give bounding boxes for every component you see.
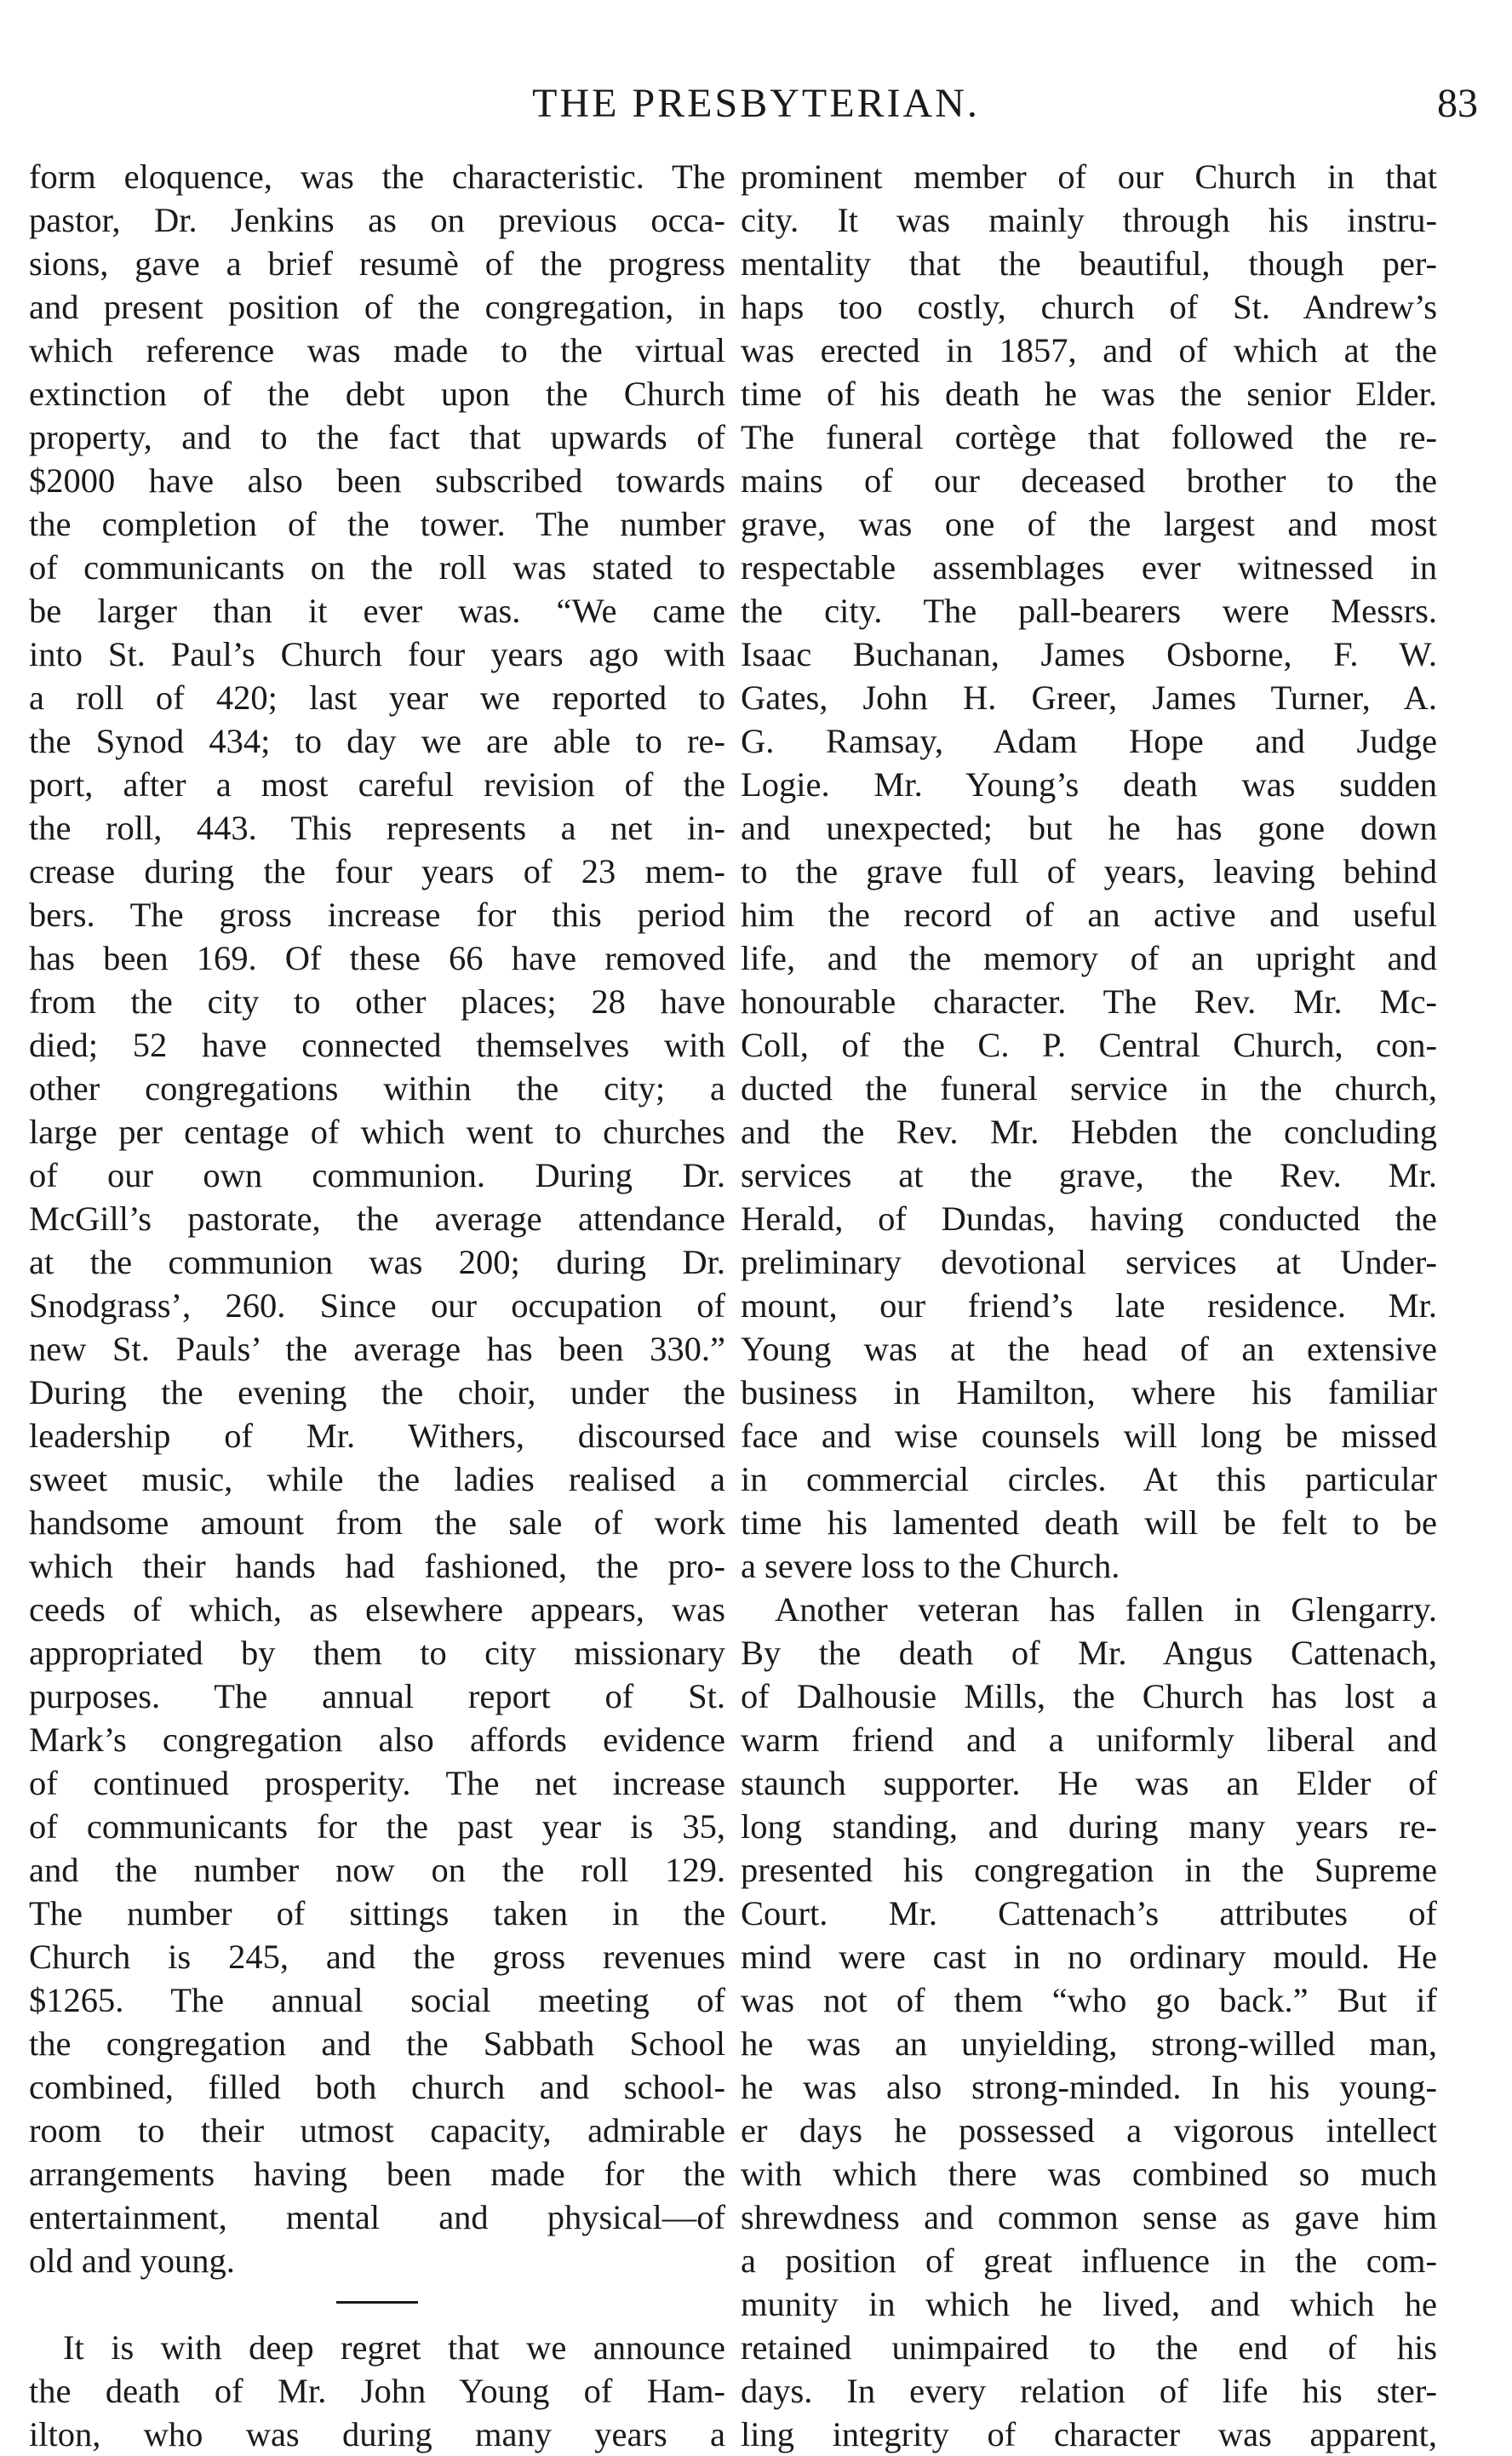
- text-line: The funeral cortège that followed the re-: [741, 418, 1437, 456]
- text-line: and unexpected; but he has gone down: [741, 809, 1437, 847]
- text-line: Another veteran has fallen in Glengarry.: [775, 1590, 1437, 1629]
- text-line: Gates, John H. Greer, James Turner, A.: [741, 678, 1437, 717]
- text-line: be larger than it ever was. “We came: [29, 592, 725, 630]
- text-line: Snodgrass’, 260. Since our occupation of: [29, 1286, 725, 1325]
- text-line: he was also strong-minded. In his young-: [741, 2068, 1437, 2106]
- text-line: Mark’s congregation also affords evidence: [29, 1720, 725, 1759]
- text-line: Coll, of the C. P. Central Church, con-: [741, 1026, 1437, 1064]
- column-divider: [730, 160, 732, 2339]
- text-line: life, and the memory of an upright and: [741, 939, 1437, 977]
- text-line: preliminary devotional services at Under-: [741, 1243, 1437, 1281]
- text-line: died; 52 have connected themselves with: [29, 1026, 725, 1064]
- text-line: with which there was combined so much: [741, 2155, 1437, 2193]
- text-line: leadership of Mr. Withers, discoursed: [29, 1417, 725, 1455]
- left-column: [29, 155, 725, 2456]
- text-line: large per centage of which went to churches: [29, 1113, 725, 1151]
- text-line: days. In every relation of life his ster-: [741, 2372, 1437, 2410]
- text-line: The number of sittings taken in the: [29, 1894, 725, 1932]
- text-line: extinction of the debt upon the Church: [29, 375, 725, 413]
- text-line: which reference was made to the virtual: [29, 331, 725, 369]
- text-line: mount, our friend’s late residence. Mr.: [741, 1286, 1437, 1325]
- text-line: long standing, and during many years re-: [741, 1807, 1437, 1846]
- article-death-john-young: [29, 2326, 725, 2456]
- text-line: $2000 have also been subscribed towards: [29, 461, 725, 500]
- text-line: and the Rev. Mr. Hebden the concluding: [741, 1113, 1437, 1151]
- text-line: purposes. The annual report of St.: [29, 1677, 725, 1715]
- text-line: a roll of 420; last year we reported to: [29, 678, 725, 717]
- text-line: Isaac Buchanan, James Osborne, F. W.: [741, 635, 1437, 673]
- text-line: into St. Paul’s Church four years ago with: [29, 635, 725, 673]
- text-line: of communicants on the roll was stated to: [29, 548, 725, 587]
- text-line: shrewdness and common sense as gave him: [741, 2198, 1437, 2236]
- text-line: the city. The pall-bearers were Messrs.: [741, 592, 1437, 630]
- text-line: er days he possessed a vigorous intellect: [741, 2111, 1437, 2150]
- text-line: bers. The gross increase for this period: [29, 896, 725, 934]
- text-line: the death of Mr. John Young of Ham-: [29, 2372, 725, 2410]
- text-line: prominent member of our Church in that: [741, 157, 1437, 196]
- text-line: mentality that the beautiful, though per-: [741, 244, 1437, 283]
- text-line: a position of great influence in the com-: [741, 2241, 1437, 2280]
- text-line: new St. Pauls’ the average has been 330.”: [29, 1330, 725, 1368]
- text-line: crease during the four years of 23 mem-: [29, 852, 725, 890]
- text-line: munity in which he lived, and which he: [741, 2285, 1437, 2323]
- text-line: the Synod 434; to day we are able to re-: [29, 722, 725, 760]
- text-line: was erected in 1857, and of which at the: [741, 331, 1437, 369]
- text-line: Court. Mr. Cattenach’s attributes of: [741, 1894, 1437, 1932]
- text-line: honourable character. The Rev. Mr. Mc-: [741, 982, 1437, 1021]
- text-line: city. It was mainly through his instru-: [741, 201, 1437, 239]
- text-line: ceeds of which, as elsewhere appears, was: [29, 1590, 725, 1629]
- text-line: the completion of the tower. The number: [29, 505, 725, 543]
- text-line: warm friend and a uniformly liberal and: [741, 1720, 1437, 1759]
- text-line: McGill’s pastorate, the average attendance: [29, 1199, 725, 1238]
- article-st-pauls-st-marks: [29, 155, 725, 2282]
- text-line: staunch supporter. He was an Elder of: [741, 1764, 1437, 1802]
- text-line: sions, gave a brief resumè of the progress: [29, 244, 725, 283]
- text-line: has been 169. Of these 66 have removed: [29, 939, 725, 977]
- text-line: of communicants for the past year is 35,: [29, 1807, 725, 1846]
- text-line: of continued prosperity. The net increase: [29, 1764, 725, 1802]
- page-header: [34, 78, 1478, 129]
- text-line: G. Ramsay, Adam Hope and Judge: [741, 722, 1437, 760]
- text-line: which their hands had fashioned, the pro-: [29, 1547, 725, 1585]
- text-line: time of his death he was the senior Elder.: [741, 375, 1437, 413]
- text-line: mains of our deceased brother to the: [741, 461, 1437, 500]
- article-death-angus-cattenach: [741, 1588, 1437, 2456]
- text-line: presented his congregation in the Supreme: [741, 1851, 1437, 1889]
- text-line: Church is 245, and the gross revenues: [29, 1938, 725, 1976]
- text-line: haps too costly, church of St. Andrew’s: [741, 288, 1437, 326]
- text-line: other congregations within the city; a: [29, 1069, 725, 1108]
- text-line: and present position of the congregation, in: [29, 288, 725, 326]
- text-line: to the grave full of years, leaving behind: [741, 852, 1437, 890]
- text-line: pastor, Dr. Jenkins as on previous occa-: [29, 201, 725, 239]
- page-title: THE PRESBYTERIAN.: [532, 81, 980, 126]
- text-line: he was an unyielding, strong-willed man,: [741, 2024, 1437, 2063]
- text-line: him the record of an active and useful: [741, 896, 1437, 934]
- text-line: $1265. The annual social meeting of: [29, 1981, 725, 2019]
- text-line: business in Hamilton, where his familiar: [741, 1373, 1437, 1411]
- text-line: face and wise counsels will long be missed: [741, 1417, 1437, 1455]
- text-line: form eloquence, was the characteristic. The: [29, 157, 725, 196]
- text-line: of Dalhousie Mills, the Church has lost a: [741, 1677, 1437, 1715]
- text-line: Herald, of Dundas, having conducted the: [741, 1199, 1437, 1238]
- text-line: from the city to other places; 28 have: [29, 982, 725, 1021]
- text-line: ling integrity of character was apparent,: [741, 2415, 1437, 2453]
- text-line: services at the grave, the Rev. Mr.: [741, 1156, 1437, 1194]
- text-line: and the number now on the roll 129.: [29, 1851, 725, 1889]
- text-line: at the communion was 200; during Dr.: [29, 1243, 725, 1281]
- article-john-young-continued: [741, 155, 1437, 1588]
- text-line: in commercial circles. At this particular: [741, 1460, 1437, 1498]
- text-line: mind were cast in no ordinary mould. He: [741, 1938, 1437, 1976]
- text-line: retained unimpaired to the end of his: [741, 2328, 1437, 2367]
- text-line: old and young.: [29, 2241, 235, 2280]
- text-line: It is with deep regret that we announce: [63, 2328, 725, 2367]
- text-line: grave, was one of the largest and most: [741, 505, 1437, 543]
- text-line: time his lamented death will be felt to be: [741, 1503, 1437, 1542]
- text-line: ducted the funeral service in the church,: [741, 1069, 1437, 1108]
- text-line: property, and to the fact that upwards of: [29, 418, 725, 456]
- text-line: arrangements having been made for the: [29, 2155, 725, 2193]
- text-line: entertainment, mental and physical—of: [29, 2198, 725, 2236]
- text-line: of our own communion. During Dr.: [29, 1156, 725, 1194]
- text-line: room to their utmost capacity, admirable: [29, 2111, 725, 2150]
- text-line: handsome amount from the sale of work: [29, 1503, 725, 1542]
- text-line: sweet music, while the ladies realised a: [29, 1460, 725, 1498]
- text-line: the roll, 443. This represents a net in-: [29, 809, 725, 847]
- text-line: port, after a most careful revision of the: [29, 765, 725, 804]
- text-line: the congregation and the Sabbath School: [29, 2024, 725, 2063]
- right-column: [741, 155, 1437, 2456]
- text-line: ilton, who was during many years a: [29, 2415, 725, 2453]
- text-line: respectable assemblages ever witnessed in: [741, 548, 1437, 587]
- text-line: combined, filled both church and school-: [29, 2068, 725, 2106]
- text-line: a severe loss to the Church.: [741, 1547, 1120, 1585]
- page-number: 83: [1437, 81, 1478, 126]
- section-rule: [336, 2301, 418, 2304]
- text-line: By the death of Mr. Angus Cattenach,: [741, 1634, 1437, 1672]
- text-line: During the evening the choir, under the: [29, 1373, 725, 1411]
- text-line: appropriated by them to city missionary: [29, 1634, 725, 1672]
- text-line: Young was at the head of an extensive: [741, 1330, 1437, 1368]
- text-line: Logie. Mr. Young’s death was sudden: [741, 765, 1437, 804]
- text-line: was not of them “who go back.” But if: [741, 1981, 1437, 2019]
